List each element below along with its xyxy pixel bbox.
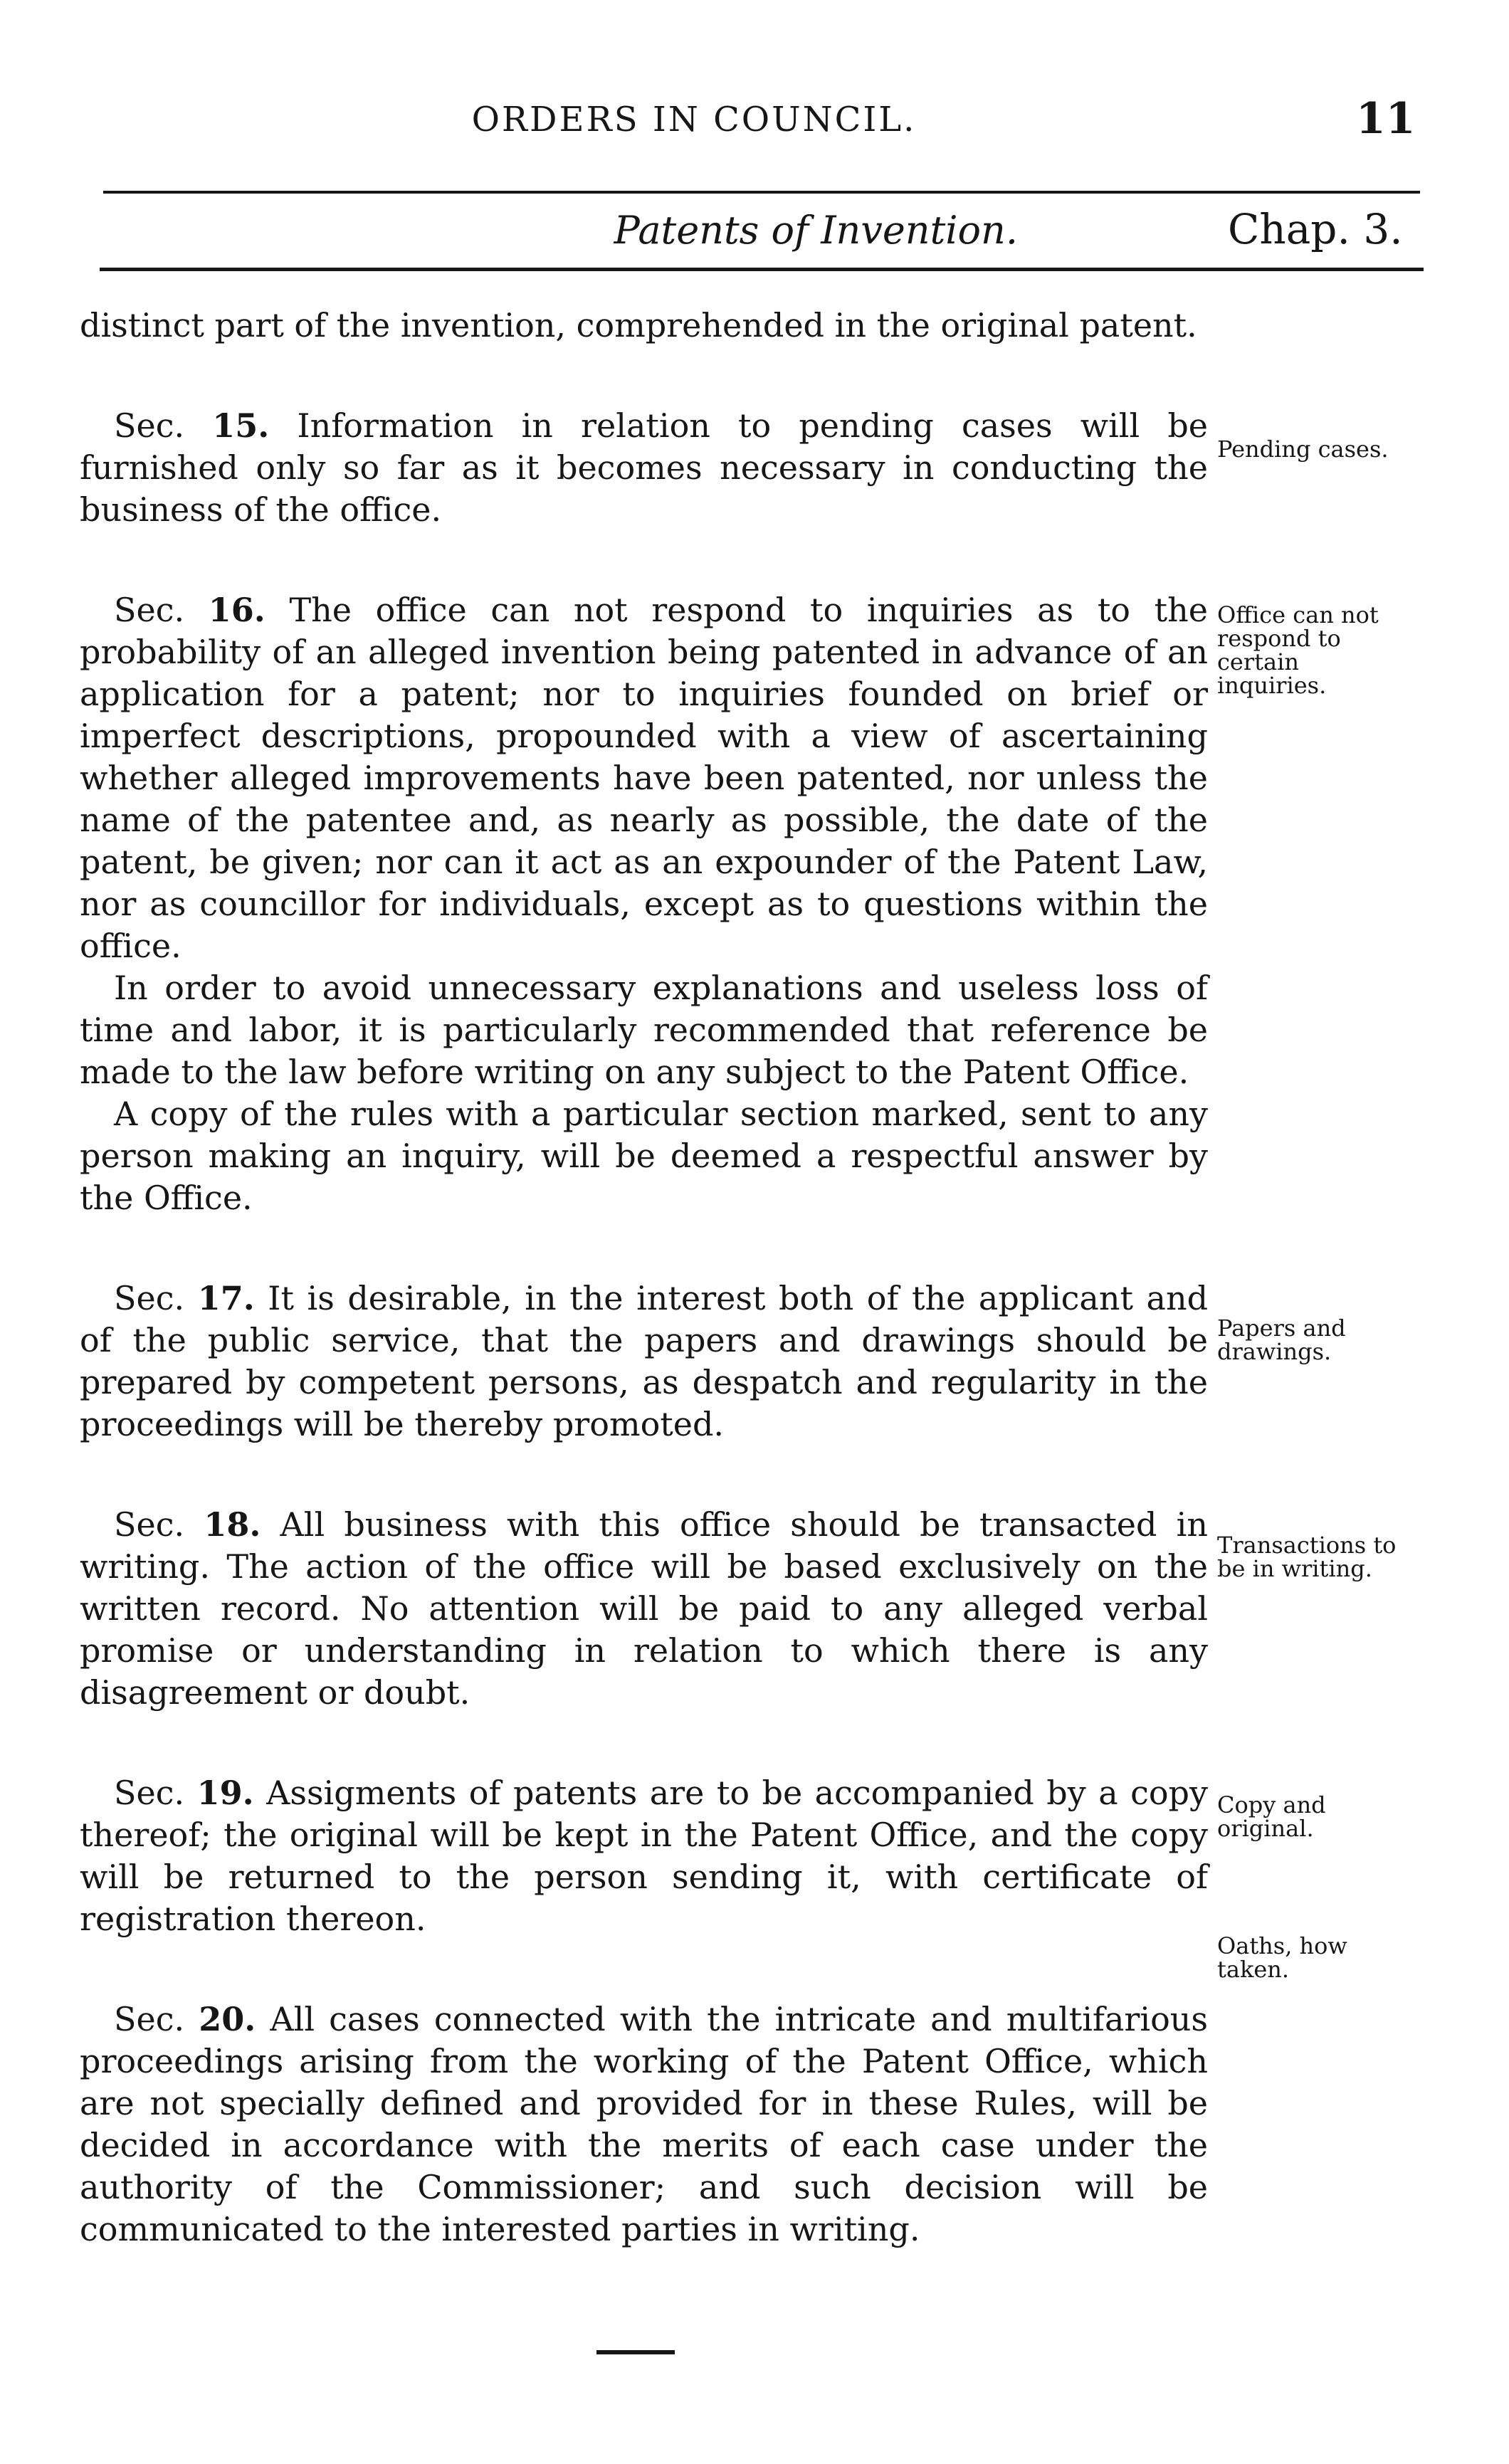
section-15 — [80, 405, 1208, 531]
section-label: Sec. — [114, 591, 185, 629]
header-rule-top — [103, 191, 1420, 194]
section-label: Sec. — [114, 406, 185, 445]
section-16 — [80, 589, 1208, 967]
side-note-office-inquiries: Office can not respond to certain inquiries. — [1217, 601, 1379, 699]
section-paragraph: The office can not respond to inquiries as to the probability of an alleged invention being patented in advance of an application for a patent; nor to inquiries founded on brief or imperfect descriptions, propounded with a view of ascertaining whether alleged improvements have been patented, nor unless the name of the patentee and, as nearly as possible, the date of the patent, be given; nor can it act as an expounder of the Patent Law, nor as councillor for individuals, except as to questions within the office. — [80, 591, 1208, 965]
section-paragraph: All business with this office should be transacted in writing. The action of the office will be based exclusively on the written record. No attention will be paid to any alleged verbal promise or understanding in relation to which there is any disagreement or doubt. — [80, 1505, 1208, 1712]
section-19 — [80, 1772, 1208, 1940]
header-rule-bottom — [100, 268, 1424, 271]
section-number: 20. — [199, 2000, 256, 2038]
section-20 — [80, 1999, 1208, 2250]
side-note-papers-drawings: Papers and drawings. — [1217, 1315, 1346, 1365]
section-label: Sec. — [114, 1279, 185, 1317]
chapter-label: Chap. 3. — [1228, 205, 1403, 253]
side-note-copy-original: Copy and original. — [1217, 1791, 1326, 1842]
section-label: Sec. — [114, 1774, 185, 1812]
section-paragraph: It is desirable, in the interest both of the applicant and of the public service, that the papers and drawings should be prepared by competent persons, as despatch and regularity in the proceedings will be thereby promoted. — [80, 1279, 1209, 1443]
running-title: ORDERS IN COUNCIL. — [471, 100, 917, 139]
side-note-transactions-writing: Transactions to be in writing. — [1217, 1532, 1397, 1582]
section-paragraph: Assigments of patents are to be accompanied by a copy thereof; the original will be kept in the Patent Office, and the copy will be returned to the person sending it, with certificate of registration thereon. — [80, 1774, 1208, 1938]
continued-paragraph: distinct part of the invention, comprehended in the original patent. — [80, 306, 1197, 344]
section-18 — [80, 1504, 1208, 1714]
section-number: 19. — [196, 1774, 254, 1812]
section-number: 17. — [197, 1279, 255, 1317]
section-16-paragraph-3: A copy of the rules with a particular section marked, sent to any person making an inquiry, will be deemed a respectful answer by the Office. — [80, 1095, 1208, 1217]
section-label: Sec. — [114, 1505, 185, 1544]
body-text — [80, 305, 1208, 2250]
section-number: 15. — [212, 406, 270, 445]
section-label: Sec. — [114, 2000, 185, 2038]
section-subtitle: Patents of Invention. — [614, 208, 1018, 253]
end-rule — [596, 2350, 675, 2354]
page-number: 11 — [1356, 94, 1416, 144]
section-paragraph: All cases connected with the intricate and multifarious proceedings arising from the working of the Patent Office, which are not specially defined and provided for in these Rules, will be decided in accordance with the merits of each case under the authority of the Commissioner; and such decision will be communicated to the interested parties in writing. — [80, 2000, 1209, 2248]
section-number: 16. — [208, 591, 265, 629]
section-16-paragraph-2: In order to avoid unnecessary explanations and useless loss of time and labor, it is particularly recommended that reference be made to the law before writing on any subject to the Patent Office. — [80, 969, 1208, 1091]
side-note-pending-cases: Pending cases. — [1217, 436, 1389, 463]
section-paragraph: Information in relation to pending cases will be furnished only so far as it becomes necessary in conducting the business of the office. — [80, 406, 1209, 529]
side-note-oaths: Oaths, how taken. — [1217, 1932, 1347, 1983]
section-17 — [80, 1278, 1208, 1446]
section-number: 18. — [204, 1505, 261, 1544]
